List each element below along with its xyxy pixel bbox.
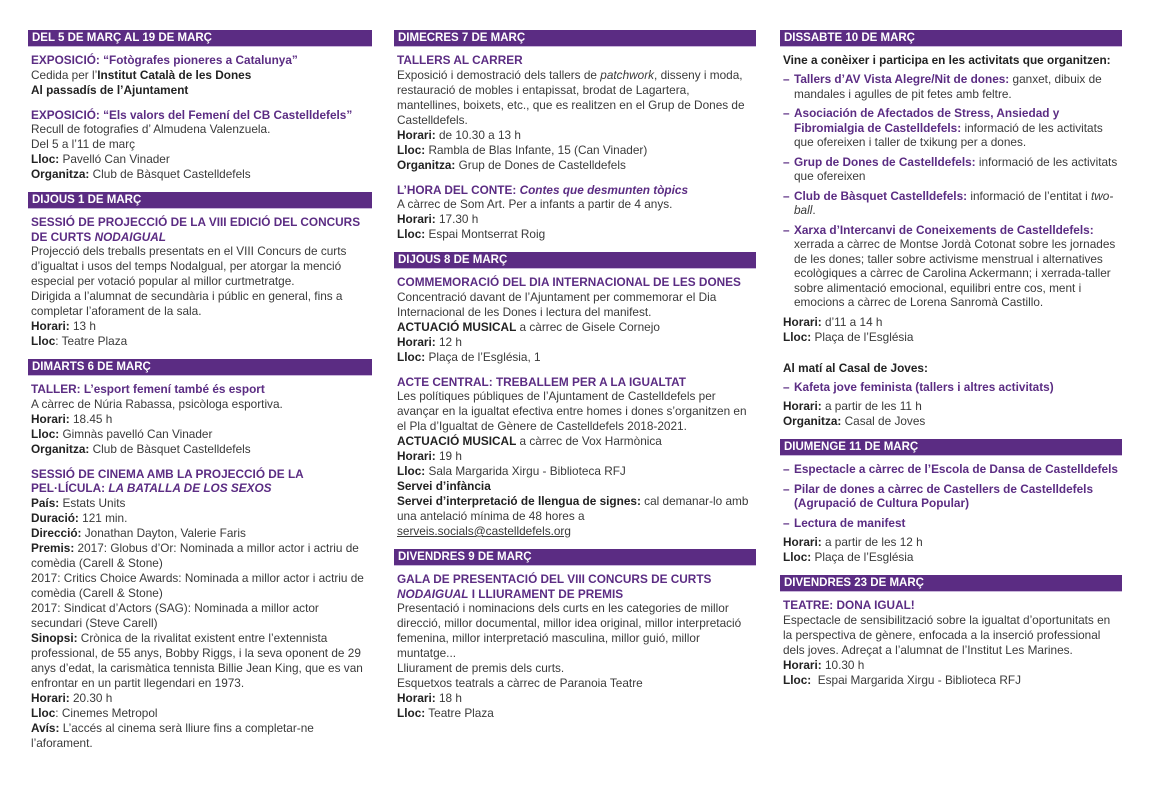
label: Premis:: [31, 540, 75, 555]
event-desc: [397, 68, 753, 128]
value: Club de Bàsquet Castelldefels: [89, 167, 251, 181]
label: Avís:: [31, 720, 60, 735]
label: Lloc:: [397, 227, 426, 241]
text: Exposició i demostració dels tallers de: [397, 67, 601, 82]
label: Horari:: [31, 690, 70, 705]
event-desc: Lliurament de premis dels curts.: [397, 661, 565, 675]
event-desc: Espectacle de sensibilització sobre la igualtat d’oportunitats en la perspectiva de gènere, enfocada a la inserció professional dels joves. Adreçat a l’alumnat de l’Institut Les Marines.: [783, 612, 1111, 657]
value: cal demanar-lo amb una antelació mínima de 48 hores a: [397, 494, 749, 523]
item-title: Pilar de dones a càrrec de Castellers de Castelldefels (Agrupació de Cultura Popular): [794, 481, 1094, 510]
info-horari: [783, 315, 1119, 330]
label: Horari:: [397, 449, 436, 463]
activity-list: [783, 462, 1119, 530]
label: Horari:: [397, 127, 436, 142]
value: : Teatre Plaza: [55, 334, 128, 348]
text: SESSIÓ DE PROJECCIÓ DE LA VIII EDICIÓ DEL CONCURS DE CURTS: [31, 215, 361, 244]
text: Cedida per l’: [31, 67, 98, 82]
info-lloc: [783, 330, 1119, 345]
event-gala: [394, 572, 756, 721]
value: 19 h: [435, 449, 462, 463]
casal-heading: Al matí al Casal de Joves:: [783, 360, 928, 375]
date-header: DIVENDRES 9 DE MARÇ: [394, 549, 756, 566]
item-title: Espectacle a càrrec de l’Escola de Dansa de Castelldefels: [794, 462, 1118, 476]
info-horari: [783, 399, 1119, 414]
info-horari: [31, 412, 369, 427]
info-sinopsi: [31, 631, 369, 691]
info-organitza: [397, 158, 753, 173]
text-italic: patchwork: [600, 67, 655, 82]
column-2: [394, 30, 756, 731]
event-title: ACTE CENTRAL: TREBALLEM PER A LA IGUALTAT: [397, 374, 686, 389]
event-title: TALLERS AL CARRER: [397, 53, 523, 67]
value: Espai Margarida Xirgu - Biblioteca RFJ: [811, 672, 1021, 687]
info-lloc: [783, 550, 1119, 565]
item-title: Lectura de manifest: [794, 515, 906, 530]
text-italic: LA BATALLA DE LOS SEXOS: [108, 481, 272, 495]
info-premis: [31, 541, 369, 571]
list-item: [783, 106, 1119, 150]
info-lloc: [783, 673, 1119, 688]
dash: –: [783, 154, 790, 169]
date-header: DIJOUS 8 DE MARÇ: [394, 252, 756, 269]
info-lloc: [31, 334, 369, 349]
label: Duració:: [31, 510, 79, 525]
label: Horari:: [31, 319, 70, 333]
event-dissabte: [780, 53, 1122, 429]
event-desc: Concentració davant de l’Ajuntament per commemorar el Dia Internacional de les Dones i lectura del manifest.: [397, 289, 717, 319]
event-taller-esport: [28, 382, 372, 457]
value: Plaça de l’Església: [811, 550, 914, 564]
event-acte-central: [394, 375, 756, 540]
label: Lloc:: [397, 142, 426, 157]
event-desc: Projecció dels treballs presentats en el VIII Concurs de curts d’igualtat i usos del temps Nodalgual, per atorgar la menció especial per votació popular al millor curtmetratge.: [31, 244, 347, 288]
label: Organitza:: [397, 157, 456, 172]
info-horari: [783, 658, 1119, 673]
info-lloc: [31, 706, 369, 721]
value: 2017: Globus d’Or: Nominada a millor actor i actriu de comèdia (Carell & Stone): [31, 540, 359, 570]
event-desc: Recull de fotografies d’ Almudena Valenzuela.: [31, 122, 271, 136]
value: d’11 a 14 h: [821, 314, 883, 329]
label: Horari:: [783, 399, 822, 413]
value: 18 h: [435, 691, 462, 705]
date-header: DISSABTE 10 DE MARÇ: [780, 30, 1122, 47]
label: Horari:: [397, 334, 436, 349]
value: 18.45 h: [69, 411, 113, 426]
value: Rambla de Blas Infante, 15 (Can Vinader): [425, 142, 648, 157]
item-desc: ganxet, dibuix de mandales i agulles de pit fetes amb feltre.: [794, 72, 1102, 101]
event-title: TALLER: L’esport femení també és esport: [31, 382, 265, 396]
value: 121 min.: [78, 510, 128, 525]
value: Crònica de la rivalitat existent entre l’extennista professional, de 55 anys, Bobby Riggs, i la seva oponent de 29 anys d’edat, la carismàtica tennista Billie Jean King, que es van enfrontar en un partit llegendari en 1973.: [31, 630, 363, 690]
text: I LLIURAMENT DE PREMIS: [468, 586, 624, 601]
value: a partir de les 11 h: [821, 399, 922, 413]
label: Sinopsi:: [31, 630, 78, 645]
label: Direcció:: [31, 525, 82, 540]
label: Lloc: [31, 334, 56, 348]
event-sessio-projeccio: [28, 215, 372, 349]
list-item: [783, 72, 1119, 101]
column-3: [780, 30, 1122, 698]
date-header: DIMARTS 6 DE MARÇ: [28, 359, 372, 376]
info-organitza: [31, 442, 369, 457]
text-italic: NODAIGUAL: [94, 229, 167, 244]
item-desc: informació de les activitats que ofereixen: [794, 154, 1118, 183]
item-desc: informació de les activitats que ofereixen i taller de txikung per a dones.: [794, 120, 1103, 149]
info-horari: [397, 128, 753, 143]
list-item: [783, 380, 1119, 395]
label: Lloc:: [397, 706, 426, 720]
list-item: [783, 462, 1119, 477]
event-title: EXPOSICIÓ: “Fotògrafes pioneres a Catalunya”: [31, 53, 298, 67]
event-title: [31, 215, 369, 244]
value: Teatre Plaza: [425, 706, 494, 720]
info-horari: [783, 535, 1119, 550]
date-header: DEL 5 DE MARÇ AL 19 DE MARÇ: [28, 30, 372, 47]
event-desc: Presentació i nominacions dels curts en les categories de millor direcció, millor documental, millor idea original, millor interpretació femenina, millor interpretació masculina, millor guió, millor muntatge...: [397, 601, 742, 660]
info-horari: [31, 691, 369, 706]
label: Lloc:: [783, 550, 812, 564]
label: Servei d’interpretació de llengua de signes:: [397, 494, 641, 508]
event-title: TEATRE: DONA IGUAL!: [783, 598, 915, 612]
list-item: [783, 155, 1119, 184]
item-title: Tallers d’AV Vista Alegre/Nit de dones:: [794, 72, 1010, 86]
value: L’accés al cinema serà lliure fins a completar-ne l’aforament.: [31, 720, 314, 750]
value: a partir de les 12 h: [821, 535, 923, 549]
item-desc-italic: two-ball: [794, 188, 1114, 217]
date-header: DIUMENGE 11 DE MARÇ: [780, 439, 1122, 456]
list-item: [783, 189, 1119, 218]
label: Lloc: [31, 705, 56, 720]
date-header: DIJOUS 1 DE MARÇ: [28, 192, 372, 209]
info-pais: [31, 496, 369, 511]
dash: –: [783, 72, 790, 86]
item-desc: xerrada a càrrec de Montse Jordà Cotonat sobre les jornades de les dones; taller sobre activisme menstrual i alternatives ecològiques a càrrec de Carolina Ackermann; i xerrada-taller sobre alimentació emocional, equilibri entre cos, ment i emocions a càrrec de Lorena Sanromà Castillo.: [794, 237, 1116, 309]
event-desc: A càrrec de Som Art. Per a infants a partir de 4 anys.: [397, 197, 673, 211]
info-lloc: [31, 152, 369, 167]
event-exposicio-valors: [28, 108, 372, 183]
event-desc: A càrrec de Núria Rabassa, psicòloga esportiva.: [31, 396, 283, 411]
item-desc: .: [812, 203, 816, 217]
value: Espai Montserrat Roig: [425, 227, 546, 241]
item-title: Xarxa d’Intercanvi de Coneixements de Castelldefels:: [794, 222, 1094, 237]
value: Grup de Dones de Castelldefels: [455, 157, 626, 172]
event-desc: Les polítiques públiques de l’Ajuntament de Castelldefels per avançar en la igualtat efectiva entre homes i dones s’organitzen en el Pla d’Igualtat de Gènere de Castelldefels 2018-2021.: [397, 389, 747, 433]
text-italic: NODAIGUAL: [397, 586, 469, 601]
info-servei-infancia: Servei d’infància: [397, 479, 491, 493]
text: L’HORA DEL CONTE:: [397, 182, 520, 197]
value: a càrrec de Gisele Cornejo: [516, 319, 660, 334]
value: 10.30 h: [821, 657, 865, 672]
item-desc: informació de l’entitat i: [967, 188, 1091, 203]
label: Lloc:: [397, 464, 426, 478]
value: 20.30 h: [69, 690, 113, 705]
list-item: [783, 223, 1119, 310]
value: Jonathan Dayton, Valerie Faris: [81, 525, 246, 540]
activity-list: [783, 72, 1119, 310]
date-header: DIVENDRES 23 DE MARÇ: [780, 575, 1122, 592]
label: Lloc:: [783, 329, 812, 344]
label: Horari:: [783, 657, 822, 672]
event-desc: Esquetxos teatrals a càrrec de Paranoia Teatre: [397, 676, 643, 690]
intro-text: Vine a conèixer i participa en les activitats que organitzen:: [783, 53, 1111, 67]
event-desc: Dirigida a l’alumnat de secundària i públic en general, fins a completar l’aforament de la sala.: [31, 289, 343, 318]
info-horari: [397, 691, 753, 706]
text-bold: Institut Català de les Dones: [97, 67, 252, 82]
activity-list: [783, 380, 1119, 395]
info-lloc: [397, 227, 753, 242]
info-lloc: [397, 464, 753, 479]
label: Organitza:: [31, 167, 90, 181]
info-organitza: [31, 167, 369, 182]
info-horari: [31, 319, 369, 334]
value: : Cinemes Metropol: [55, 705, 158, 720]
info-premis-3: 2017: Sindicat d’Actors (SAG): Nominada a millor actor secundari (Steve Carell): [31, 600, 319, 630]
date-header: DIMECRES 7 DE MARÇ: [394, 30, 756, 47]
info-premis-2: 2017: Critics Choice Awards: Nominada a millor actor i actriu de comèdia (Carell & Stone): [31, 570, 364, 600]
value: a càrrec de Vox Harmònica: [516, 434, 662, 448]
event-sessio-cinema: [28, 467, 372, 751]
text-italic: Contes que desmunten tòpics: [519, 182, 689, 197]
item-title: Grup de Dones de Castelldefels:: [794, 154, 976, 169]
value: Casal de Joves: [841, 414, 926, 428]
label: Organitza:: [783, 414, 842, 428]
value: Pavelló Can Vinader: [59, 152, 170, 166]
info-actuacio: [397, 320, 753, 335]
event-title: COMMEMORACIÓ DEL DIA INTERNACIONAL DE LES DONES: [397, 275, 741, 289]
value: 13 h: [69, 319, 96, 333]
label: ACTUACIÓ MUSICAL: [397, 434, 517, 448]
event-desc: Del 5 a l’11 de març: [31, 137, 136, 151]
event-title: [31, 467, 369, 496]
value: Estats Units: [59, 495, 126, 510]
value: Sala Margarida Xirgu - Biblioteca RFJ: [425, 464, 626, 478]
event-commemoracio: [394, 275, 756, 365]
event-exposicio-fotografes: [28, 53, 372, 98]
value: Club de Bàsquet Castelldefels: [89, 441, 251, 456]
item-title: Kafeta jove feminista (tallers i altres activitats): [794, 379, 1054, 394]
value: Plaça de l’Església, 1: [425, 349, 541, 364]
label: Lloc:: [783, 672, 812, 687]
value: Gimnàs pavelló Can Vinader: [59, 426, 213, 441]
label: Lloc:: [31, 426, 60, 441]
value: Plaça de l’Església: [811, 329, 914, 344]
info-lloc: [397, 143, 753, 158]
dash: –: [783, 462, 790, 476]
text: , disseny i moda, restauració de mobles i entapissat, brodat de Lagartera, mantellines, boixets, etc., que es realitzen en el Grup de Dones de Castelldefels.: [397, 67, 745, 127]
event-diumenge: [780, 462, 1122, 565]
label: Organitza:: [31, 441, 90, 456]
event-tallers-carrer: [394, 53, 756, 173]
item-title: Club de Bàsquet Castelldefels:: [794, 188, 968, 203]
item-title: Asociación de Afectados de Stress, Ansiedad y Fibromialgia de Castelldefels:: [794, 106, 1060, 135]
list-item: [783, 482, 1119, 511]
dash: –: [783, 379, 790, 394]
event-title: [397, 572, 753, 601]
text: SESSIÓ DE CINEMA AMB LA PROJECCIÓ DE LA PEL·LÍCULA:: [31, 466, 304, 495]
label: Lloc:: [397, 349, 426, 364]
email-link[interactable]: serveis.socials@castelldefels.org: [397, 524, 571, 538]
text-bold: Al passadís de l’Ajuntament: [31, 82, 189, 97]
event-title: [397, 183, 753, 198]
info-horari: [397, 449, 753, 464]
label: Horari:: [783, 535, 822, 549]
list-item: [783, 516, 1119, 531]
label: Horari:: [397, 691, 436, 705]
event-teatre: [780, 598, 1122, 688]
dash: –: [783, 481, 790, 496]
info-horari: [397, 212, 753, 227]
value: 12 h: [435, 334, 462, 349]
text: GALA DE PRESENTACIÓ DEL VIII CONCURS DE CURTS: [397, 572, 712, 586]
label: País:: [31, 495, 60, 510]
dash: –: [783, 515, 790, 530]
info-duracio: [31, 511, 369, 526]
info-lloc: [31, 427, 369, 442]
value: 17.30 h: [435, 212, 479, 226]
info-organitza: [783, 414, 1119, 429]
label: Horari:: [397, 212, 436, 226]
label: Horari:: [31, 411, 70, 426]
info-lloc: [397, 706, 753, 721]
dash: –: [783, 106, 790, 120]
info-avis: [31, 721, 369, 751]
info-horari: [397, 335, 753, 350]
dash: –: [783, 222, 790, 237]
event-hora-conte: [394, 183, 756, 243]
column-1: [28, 30, 372, 757]
info-servei-signes: [397, 494, 753, 524]
event-title: EXPOSICIÓ: “Els valors del Femení del CB Castelldefels”: [31, 107, 353, 122]
info-lloc: [397, 350, 753, 365]
info-actuacio: [397, 434, 753, 449]
label: Horari:: [783, 314, 822, 329]
value: de 10.30 a 13 h: [435, 127, 521, 142]
label: ACTUACIÓ MUSICAL: [397, 319, 517, 334]
label: Lloc:: [31, 152, 60, 166]
dash: –: [783, 188, 790, 203]
info-direccio: [31, 526, 369, 541]
